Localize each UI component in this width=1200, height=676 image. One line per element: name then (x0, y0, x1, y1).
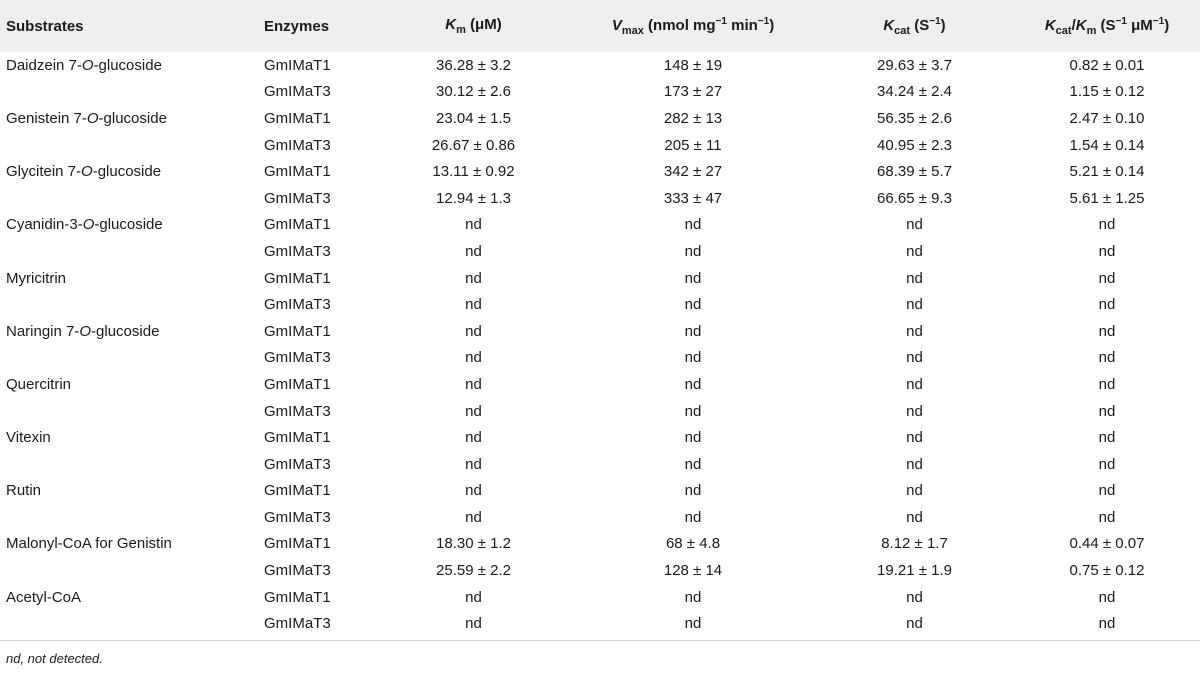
header-vmax (571, 0, 815, 52)
cell-vmax: nd (684, 429, 702, 447)
cell-km: 13.11 ± 0.92 (432, 163, 515, 181)
vmax-symbol: V (611, 16, 622, 34)
cell-enzyme: GmIMaT3 (264, 189, 331, 207)
cell-kcat-km: 5.61 ± 1.25 (1069, 189, 1145, 207)
cell-km: nd (465, 482, 482, 500)
cell-substrate (0, 398, 258, 425)
cell-substrate (0, 531, 258, 558)
substrate-suffix: -glucoside (93, 56, 162, 74)
cell-vmax: 128 ± 14 (663, 562, 723, 580)
cell-kcat-km: nd (1098, 402, 1116, 420)
cell-vmax: nd (684, 615, 702, 633)
cell-kcat: 56.35 ± 2.6 (877, 109, 952, 127)
cell-vmax: 342 ± 27 (663, 163, 723, 181)
km-subscript: m (456, 24, 466, 36)
substrate-text: Genistein 7- (6, 109, 87, 127)
kcat-km-symbol-1: K (1044, 16, 1056, 34)
cell-enzyme: GmIMaT3 (264, 562, 331, 580)
cell-kcat-km: nd (1098, 269, 1116, 287)
cell-enzyme: GmIMaT1 (264, 56, 331, 74)
kcat-km-slash: / (1071, 16, 1076, 34)
kcat-km-subscript-2: m (1086, 24, 1097, 37)
cell-vmax: nd (684, 455, 702, 473)
vmax-unit-mid: min (726, 16, 758, 34)
cell-km: 23.04 ± 1.5 (436, 109, 511, 127)
substrate-suffix: -glucoside (94, 216, 163, 234)
table-row (0, 79, 1200, 106)
cell-km: 18.30 ± 1.2 (436, 535, 511, 553)
header-enzymes-label: Enzymes (264, 17, 330, 35)
substrate-text: Myricitrin (6, 269, 66, 287)
cell-enzyme: GmIMaT1 (264, 322, 331, 340)
cell-km: 30.12 ± 2.6 (436, 83, 511, 101)
substrate-text: Naringin 7- (6, 322, 80, 340)
kcat-km-symbol-2: K (1075, 16, 1087, 34)
cell-vmax: 148 ± 19 (663, 56, 723, 74)
substrate-text: Malonyl-CoA for Genistin (6, 535, 172, 553)
cell-enzyme: GmIMaT3 (264, 455, 331, 473)
kcat-unit-post: ) (940, 16, 946, 34)
cell-km: nd (465, 615, 482, 633)
cell-substrate (0, 79, 258, 106)
vmax-unit-post: ) (769, 16, 775, 34)
substrate-text: Vitexin (6, 429, 51, 447)
table-row (0, 557, 1200, 584)
cell-kcat: nd (906, 242, 923, 260)
cell-substrate (0, 318, 258, 345)
cell-vmax: nd (684, 349, 702, 367)
cell-substrate (0, 478, 258, 505)
cell-vmax: 173 ± 27 (663, 83, 723, 101)
cell-kcat: 34.24 ± 2.4 (877, 83, 952, 101)
cell-enzyme: GmIMaT3 (264, 349, 331, 367)
cell-enzyme: GmIMaT3 (264, 242, 331, 260)
header-substrates-label: Substrates (6, 17, 84, 35)
cell-kcat: nd (906, 216, 923, 234)
cell-km: 12.94 ± 1.3 (436, 189, 511, 207)
cell-kcat: nd (906, 322, 923, 340)
kcat-km-sup-2: −1 (1152, 15, 1165, 27)
cell-kcat: nd (906, 429, 923, 447)
cell-vmax: nd (684, 296, 702, 314)
cell-enzyme: GmIMaT1 (264, 429, 331, 447)
cell-enzyme: GmIMaT3 (264, 136, 331, 154)
cell-vmax: nd (684, 482, 702, 500)
cell-enzyme: GmIMaT3 (264, 402, 331, 420)
cell-vmax: 68 ± 4.8 (665, 535, 721, 553)
cell-kcat: nd (906, 296, 923, 314)
cell-substrate (0, 345, 258, 372)
substrate-suffix: -glucoside (92, 163, 162, 181)
cell-km: nd (465, 375, 482, 393)
cell-km: nd (465, 455, 482, 473)
table-row (0, 478, 1200, 505)
cell-km: nd (465, 402, 482, 420)
cell-km: 26.67 ± 0.86 (431, 136, 516, 154)
cell-vmax: 282 ± 13 (663, 109, 723, 127)
cell-enzyme: GmIMaT1 (264, 375, 331, 393)
vmax-unit-pre: (nmol mg (648, 16, 716, 34)
header-km (376, 0, 571, 52)
cell-enzyme: GmIMaT1 (264, 588, 331, 606)
cell-kcat: 29.63 ± 3.7 (877, 56, 952, 74)
cell-km: nd (465, 296, 482, 314)
cell-vmax: nd (684, 242, 702, 260)
kcat-km-unit-mid: μM (1126, 16, 1153, 34)
cell-kcat: nd (906, 402, 923, 420)
table-body (0, 52, 1200, 637)
substrate-text: Quercitrin (6, 375, 72, 393)
cell-kcat: nd (906, 269, 923, 287)
cell-kcat-km: nd (1098, 296, 1116, 314)
cell-kcat-km: 5.21 ± 0.14 (1069, 163, 1145, 181)
kcat-subscript: cat (894, 24, 911, 37)
cell-kcat: nd (906, 588, 923, 606)
cell-enzyme: GmIMaT3 (264, 508, 331, 526)
kcat-unit-pre: (S (914, 16, 930, 34)
cell-kcat-km: nd (1098, 508, 1116, 526)
cell-kcat-km: 0.75 ± 0.12 (1069, 562, 1145, 580)
table-row (0, 52, 1200, 79)
cell-kcat: nd (906, 482, 923, 500)
cell-substrate (0, 105, 258, 132)
cell-enzyme: GmIMaT1 (264, 216, 331, 234)
cell-km: nd (465, 588, 482, 606)
vmax-sup-2: −1 (757, 15, 770, 27)
cell-vmax: nd (684, 588, 702, 606)
cell-substrate (0, 291, 258, 318)
vmax-sup-1: −1 (715, 15, 727, 27)
table-row (0, 610, 1200, 637)
substrate-text: Cyanidin-3- (6, 216, 83, 234)
cell-substrate (0, 158, 258, 185)
cell-enzyme: GmIMaT1 (264, 535, 331, 553)
substrate-text: Glycitein 7- (6, 163, 82, 181)
table-row (0, 424, 1200, 451)
cell-enzyme: GmIMaT1 (264, 482, 331, 500)
header-kcat-km (1014, 0, 1200, 52)
cell-kcat-km: nd (1098, 375, 1116, 393)
cell-kcat-km: nd (1098, 322, 1116, 340)
cell-enzyme: GmIMaT3 (264, 615, 331, 633)
cell-kcat-km: 2.47 ± 0.10 (1069, 109, 1145, 127)
cell-enzyme: GmIMaT3 (264, 296, 331, 314)
cell-vmax: nd (684, 216, 702, 234)
table-row (0, 318, 1200, 345)
substrate-text: Rutin (6, 482, 42, 500)
substrate-suffix: -glucoside (91, 322, 160, 340)
table-row (0, 504, 1200, 531)
table-header (0, 0, 1200, 52)
cell-km: nd (465, 349, 482, 367)
cell-kcat-km: nd (1098, 349, 1116, 367)
cell-enzyme: GmIMaT3 (264, 83, 331, 101)
cell-enzyme: GmIMaT1 (264, 163, 331, 181)
km-symbol: K (445, 16, 457, 33)
kcat-symbol: K (883, 16, 895, 34)
cell-vmax: nd (684, 402, 702, 420)
header-enzymes (258, 0, 376, 52)
table-row (0, 238, 1200, 265)
cell-km: nd (465, 429, 482, 447)
cell-vmax: 205 ± 11 (664, 136, 722, 154)
cell-substrate (0, 557, 258, 584)
kcat-km-unit-post: ) (1164, 16, 1170, 34)
table-row (0, 345, 1200, 372)
header-row (0, 0, 1200, 52)
cell-substrate (0, 424, 258, 451)
header-substrates (0, 0, 258, 52)
cell-substrate (0, 212, 258, 239)
cell-vmax: nd (684, 322, 702, 340)
cell-substrate (0, 610, 258, 637)
kcat-km-subscript-1: cat (1055, 24, 1072, 37)
cell-kcat: nd (906, 455, 923, 473)
cell-substrate (0, 451, 258, 478)
cell-kcat: 68.39 ± 5.7 (877, 163, 952, 181)
substrate-italic: O (86, 109, 99, 127)
cell-kcat-km: 1.15 ± 0.12 (1069, 83, 1145, 101)
table-row (0, 584, 1200, 611)
cell-kcat-km: nd (1098, 588, 1116, 606)
cell-kcat: 40.95 ± 2.3 (877, 136, 952, 154)
substrate-suffix: -glucoside (98, 109, 167, 127)
cell-vmax: nd (684, 269, 702, 287)
cell-substrate (0, 371, 258, 398)
cell-km: nd (465, 269, 482, 287)
cell-kcat-km: nd (1098, 242, 1116, 260)
cell-km: nd (465, 242, 482, 260)
vmax-subscript: max (621, 24, 644, 37)
kcat-km-sup-1: −1 (1115, 15, 1127, 27)
substrate-italic: O (81, 163, 93, 181)
cell-substrate (0, 504, 258, 531)
table-row (0, 398, 1200, 425)
table-row (0, 212, 1200, 239)
cell-substrate (0, 185, 258, 212)
km-unit: (μM) (470, 16, 502, 33)
cell-km: 25.59 ± 2.2 (436, 562, 511, 580)
cell-vmax: nd (684, 375, 702, 393)
cell-kcat: nd (906, 615, 923, 633)
substrate-text: Acetyl-CoA (6, 588, 82, 606)
cell-substrate (0, 238, 258, 265)
cell-kcat-km: 1.54 ± 0.14 (1069, 136, 1145, 154)
cell-enzyme: GmIMaT1 (264, 269, 331, 287)
cell-kcat-km: nd (1098, 615, 1116, 633)
cell-kcat-km: nd (1098, 455, 1116, 473)
table-row (0, 451, 1200, 478)
table-footnote: nd, not detected. (6, 651, 103, 666)
cell-substrate (0, 132, 258, 159)
cell-substrate (0, 265, 258, 292)
table-row (0, 531, 1200, 558)
table-bottom-rule (0, 640, 1200, 641)
cell-kcat-km: 0.82 ± 0.01 (1069, 56, 1145, 74)
substrate-italic: O (79, 322, 92, 340)
table-row (0, 132, 1200, 159)
substrate-text: Daidzein 7- (6, 56, 82, 74)
cell-substrate (0, 584, 258, 611)
table-row (0, 105, 1200, 132)
cell-km: nd (465, 322, 482, 340)
cell-enzyme: GmIMaT1 (264, 109, 331, 127)
cell-kcat: 8.12 ± 1.7 (881, 535, 948, 553)
cell-vmax: 333 ± 47 (663, 189, 723, 207)
table-row (0, 185, 1200, 212)
cell-kcat-km: nd (1098, 429, 1116, 447)
cell-kcat-km: nd (1098, 216, 1116, 234)
cell-kcat: 19.21 ± 1.9 (877, 562, 952, 580)
table-row (0, 291, 1200, 318)
substrate-italic: O (82, 216, 95, 234)
cell-substrate (0, 52, 258, 79)
table-row (0, 371, 1200, 398)
cell-kcat: nd (906, 349, 923, 367)
table-row (0, 158, 1200, 185)
substrate-italic: O (81, 56, 94, 74)
cell-kcat: nd (906, 508, 923, 526)
table-row (0, 265, 1200, 292)
cell-kcat: nd (906, 375, 923, 393)
cell-kcat: 66.65 ± 9.3 (877, 189, 952, 207)
cell-kcat-km: 0.44 ± 0.07 (1069, 535, 1145, 553)
cell-km: nd (465, 508, 482, 526)
kcat-km-unit-pre: (S (1100, 16, 1116, 34)
kcat-sup: −1 (929, 15, 941, 27)
cell-kcat-km: nd (1098, 482, 1116, 500)
cell-km: nd (465, 216, 482, 234)
header-kcat (815, 0, 1014, 52)
cell-km: 36.28 ± 3.2 (436, 56, 511, 74)
cell-vmax: nd (684, 508, 702, 526)
